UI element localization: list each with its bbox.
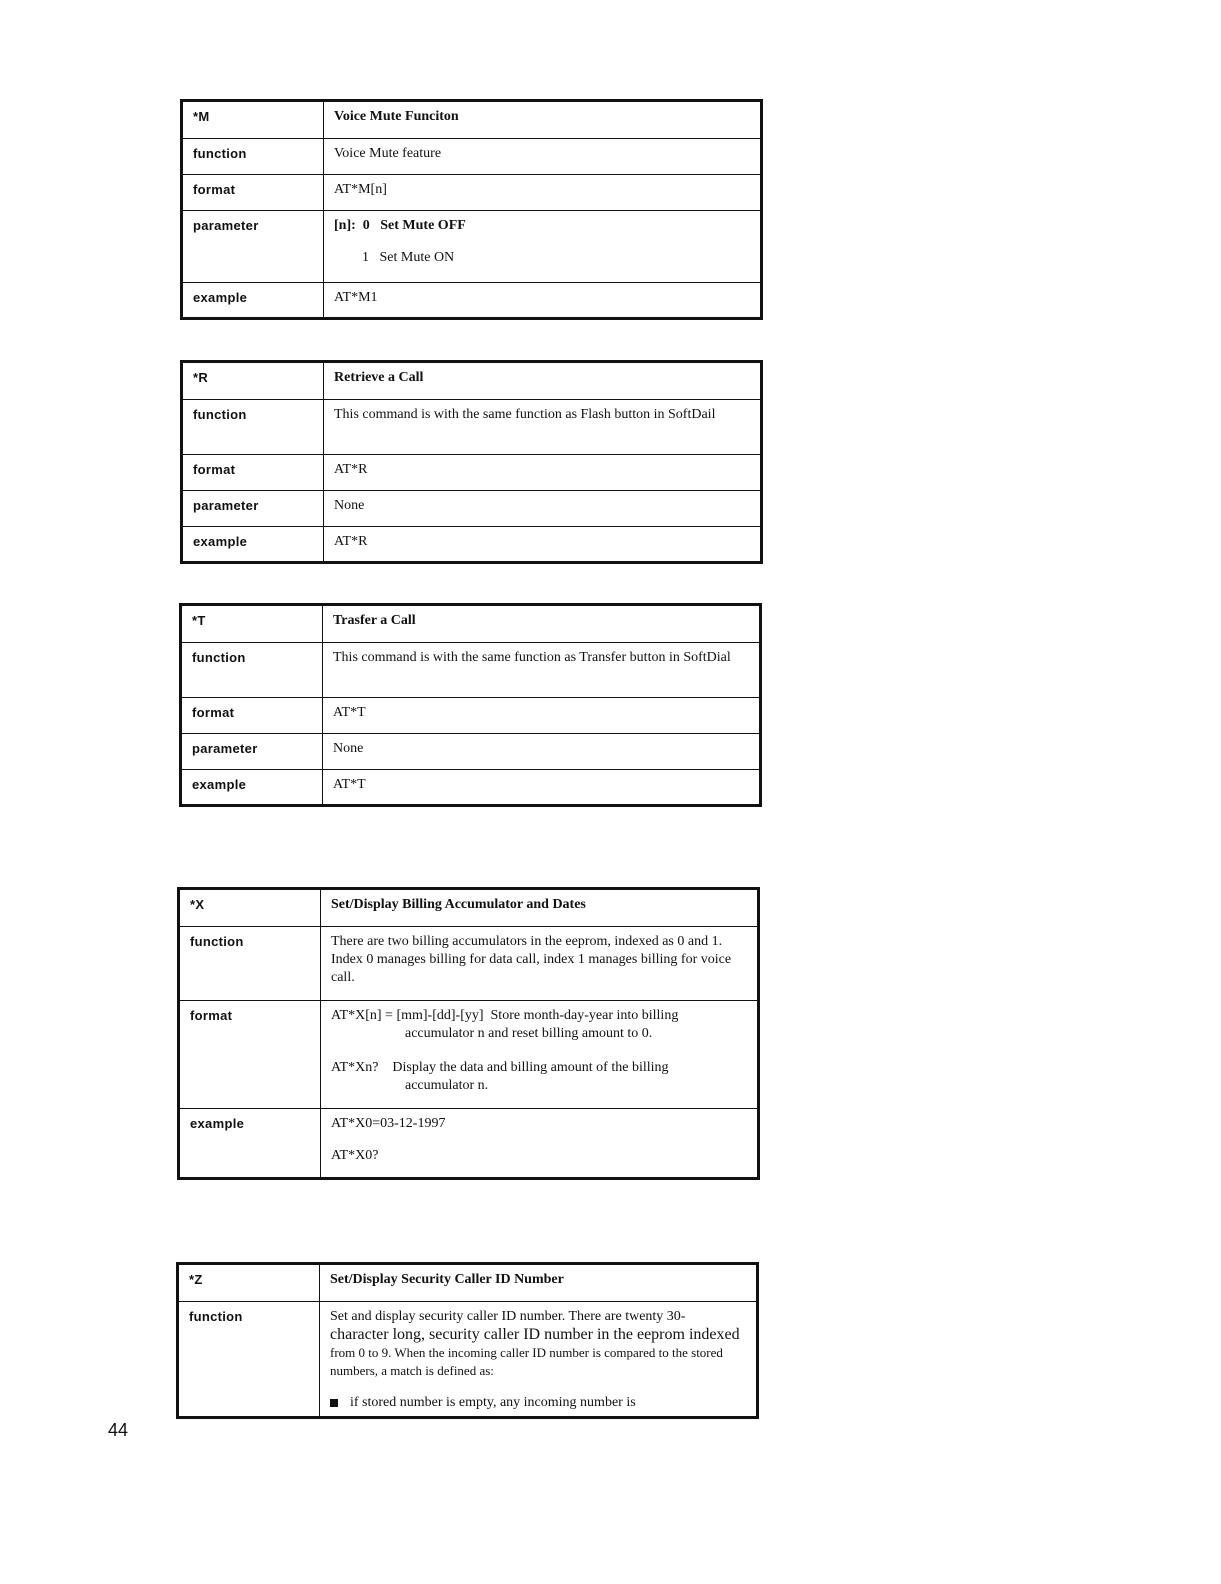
bullet-item <box>330 1394 746 1412</box>
function-value: Voice Mute feature <box>324 139 762 175</box>
parameter-value <box>324 211 762 283</box>
format-line-continued: accumulator n and reset billing amount to 0. <box>405 1026 653 1041</box>
format-value: AT*T <box>323 698 761 734</box>
command-code: *Z <box>178 1264 320 1302</box>
function-label: function <box>178 1302 320 1418</box>
example-label: example <box>182 527 324 563</box>
command-code: *M <box>182 101 324 139</box>
parameter-label: parameter <box>182 491 324 527</box>
command-code: *T <box>181 605 323 643</box>
command-title: Set/Display Billing Accumulator and Dates <box>321 889 759 927</box>
example-value: AT*R <box>324 527 762 563</box>
function-label: function <box>182 400 324 455</box>
example-label: example <box>179 1109 321 1179</box>
format-label: format <box>179 1001 321 1109</box>
parameter-label: parameter <box>182 211 324 283</box>
function-label: function <box>181 643 323 698</box>
function-line: Set and display security caller ID number. There are twenty 30- <box>330 1309 686 1324</box>
parameter-value: None <box>323 734 761 770</box>
function-label: function <box>179 927 321 1001</box>
command-title: Voice Mute Funciton <box>324 101 762 139</box>
command-title: Set/Display Security Caller ID Number <box>320 1264 758 1302</box>
bullet-icon <box>330 1399 338 1407</box>
parameter-line: 1 Set Mute ON <box>362 250 455 265</box>
page-number: 44 <box>108 1420 129 1440</box>
parameter-value: None <box>324 491 762 527</box>
command-code: *R <box>182 362 324 400</box>
command-table-m <box>180 99 763 320</box>
command-table-t <box>179 603 762 807</box>
command-code: *X <box>179 889 321 927</box>
parameter-line: [n]: 0 Set Mute OFF <box>334 218 466 233</box>
function-value: This command is with the same function as Flash button in SoftDail <box>324 400 762 455</box>
format-line: AT*X[n] = [mm]-[dd]-[yy] Store month-day-year into billing <box>331 1008 679 1023</box>
function-value <box>320 1302 758 1418</box>
command-table-r <box>180 360 763 564</box>
function-value: There are two billing accumulators in the eeprom, indexed as 0 and 1. Index 0 manages billing for data call, index 1 manages billing for voice call. <box>321 927 759 1001</box>
format-label: format <box>182 455 324 491</box>
command-title: Retrieve a Call <box>324 362 762 400</box>
command-table-z <box>176 1262 759 1419</box>
example-value: AT*M1 <box>324 283 762 319</box>
format-line: AT*Xn? Display the data and billing amount of the billing <box>331 1060 669 1075</box>
example-line: AT*X0=03-12-1997 <box>331 1116 446 1131</box>
example-label: example <box>182 283 324 319</box>
function-line: character long, security caller ID number in the eeprom indexed <box>330 1326 740 1343</box>
format-label: format <box>182 175 324 211</box>
example-value <box>321 1109 759 1179</box>
function-value: This command is with the same function as Transfer button in SoftDial <box>323 643 761 698</box>
parameter-label: parameter <box>181 734 323 770</box>
bullet-text: if stored number is empty, any incoming number is <box>350 1395 636 1410</box>
function-line: from 0 to 9. When the incoming caller ID number is compared to the stored numbers, a match is defined as: <box>330 1345 723 1378</box>
format-value: AT*M[n] <box>324 175 762 211</box>
format-label: format <box>181 698 323 734</box>
example-label: example <box>181 770 323 806</box>
format-line-continued: accumulator n. <box>405 1078 489 1093</box>
format-value <box>321 1001 759 1109</box>
format-value: AT*R <box>324 455 762 491</box>
example-value: AT*T <box>323 770 761 806</box>
function-label: function <box>182 139 324 175</box>
command-table-x <box>177 887 760 1180</box>
example-line: AT*X0? <box>331 1148 379 1163</box>
command-title: Trasfer a Call <box>323 605 761 643</box>
